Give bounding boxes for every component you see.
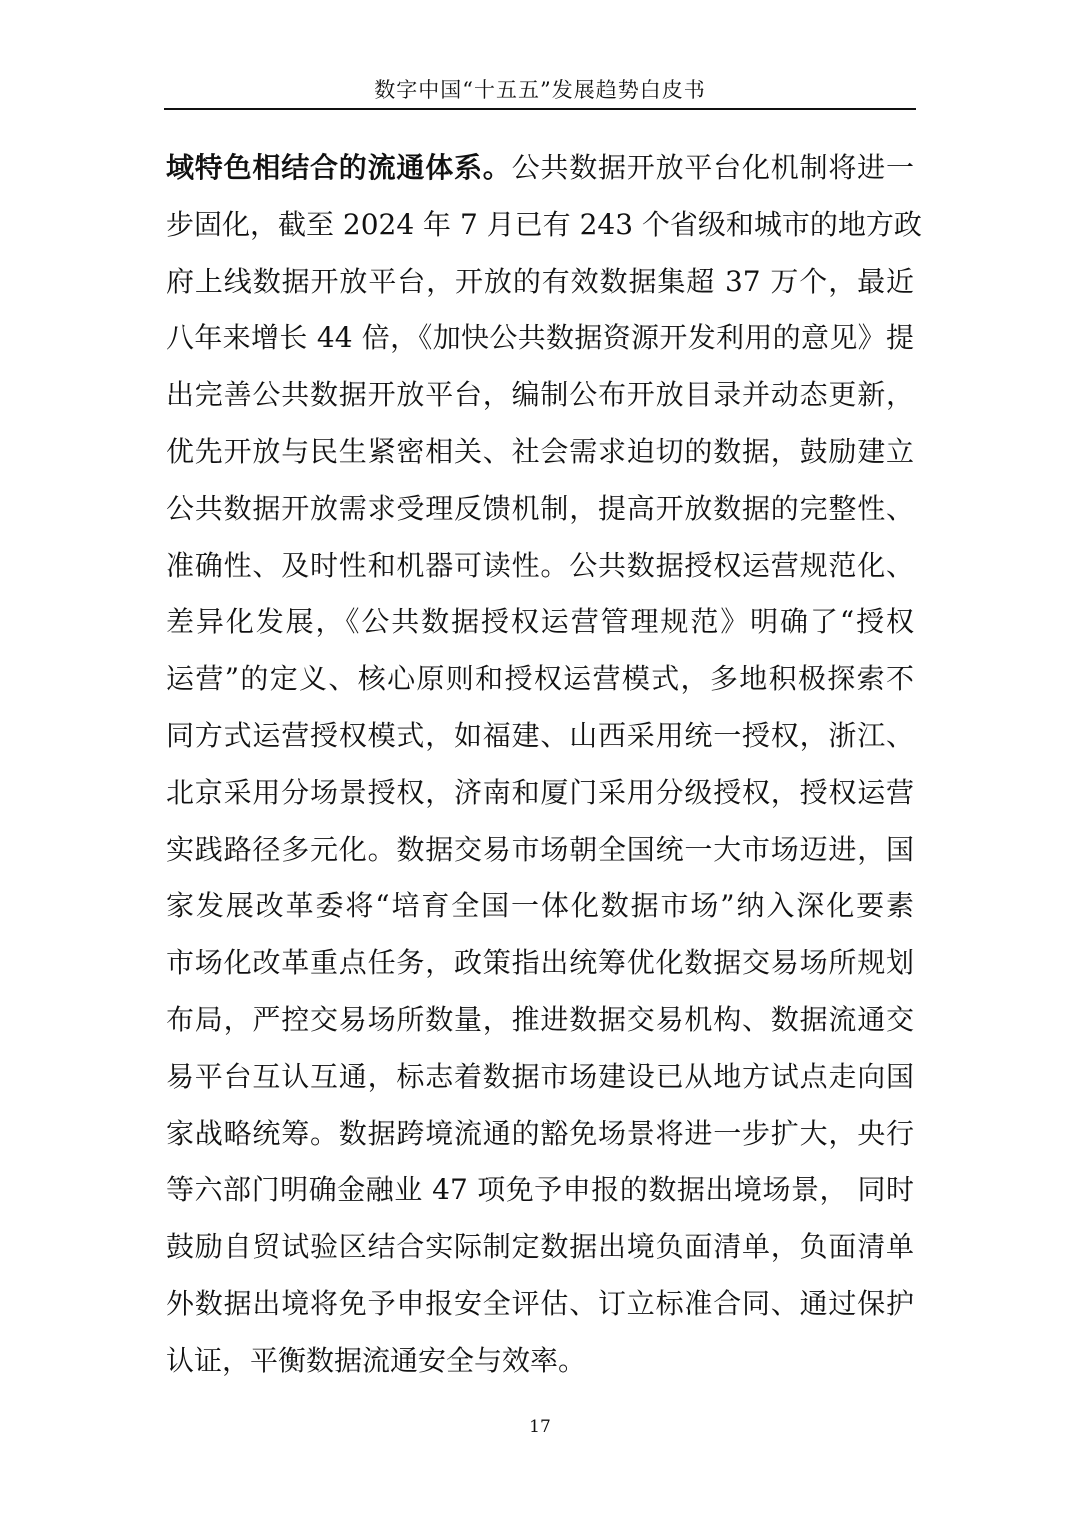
text-line: 家战略统筹。数据跨境流通的豁免场景将进一步扩大，央行 xyxy=(166,1116,914,1150)
text-line: 鼓励自贸试验区结合实际制定数据出境负面清单，负面清单 xyxy=(166,1230,914,1264)
text-line: 家发展改革委将“培育全国一体化数据市场”纳入深化要素 xyxy=(166,889,914,923)
text-line: 步固化，截至 2024 年 7 月已有 243 个省级和城市的地方政 xyxy=(166,207,922,241)
text-line: 外数据出境将免予申报安全评估、订立标准合同、通过保护 xyxy=(166,1286,914,1320)
text-line: 八年来增长 44 倍，《加快公共数据资源开发利用的意见》提 xyxy=(166,321,914,355)
header-divider xyxy=(164,108,916,110)
text-line-last: 认证，平衡数据流通安全与效率。 xyxy=(166,1343,587,1377)
text-line: 等六部门明确金融业 47 项免予申报的数据出境场景， 同时 xyxy=(166,1173,914,1207)
text-line: 北京采用分场景授权，济南和厦门采用分级授权，授权运营 xyxy=(166,775,914,809)
page-header-title: 数字中国“十五五”发展趋势白皮书 xyxy=(374,78,706,102)
text-line-1-rest: 公共数据开放平台化机制将进一 xyxy=(511,151,914,184)
body-paragraph xyxy=(166,140,922,1390)
text-line: 公共数据开放需求受理反馈机制，提高开放数据的完整性、 xyxy=(166,491,914,525)
text-line: 运营”的定义、核心原则和授权运营模式，多地积极探索不 xyxy=(166,662,914,696)
text-line: 易平台互认互通，标志着数据市场建设已从地方试点走向国 xyxy=(166,1059,914,1093)
text-line: 差异化发展，《公共数据授权运营管理规范》明确了“授权 xyxy=(166,605,914,639)
text-line: 布局，严控交易场所数量，推进数据交易机构、数据流通交 xyxy=(166,1002,914,1036)
text-line-1 xyxy=(166,140,914,197)
bold-lead-phrase: 域特色相结合的流通体系。 xyxy=(166,151,512,184)
text-line: 优先开放与民生紧密相关、社会需求迫切的数据，鼓励建立 xyxy=(166,434,914,468)
page-number: 17 xyxy=(529,1417,551,1437)
text-line: 实践路径多元化。数据交易市场朝全国统一大市场迈进，国 xyxy=(166,832,914,866)
text-line: 出完善公共数据开放平台，编制公布开放目录并动态更新， xyxy=(166,378,914,412)
text-line: 府上线数据开放平台，开放的有效数据集超 37 万个，最近 xyxy=(166,264,914,298)
text-line: 市场化改革重点任务，政策指出统筹优化数据交易场所规划 xyxy=(166,946,914,980)
text-line: 同方式运营授权模式，如福建、山西采用统一授权，浙江、 xyxy=(166,718,914,752)
text-line: 准确性、及时性和机器可读性。公共数据授权运营规范化、 xyxy=(166,548,914,582)
